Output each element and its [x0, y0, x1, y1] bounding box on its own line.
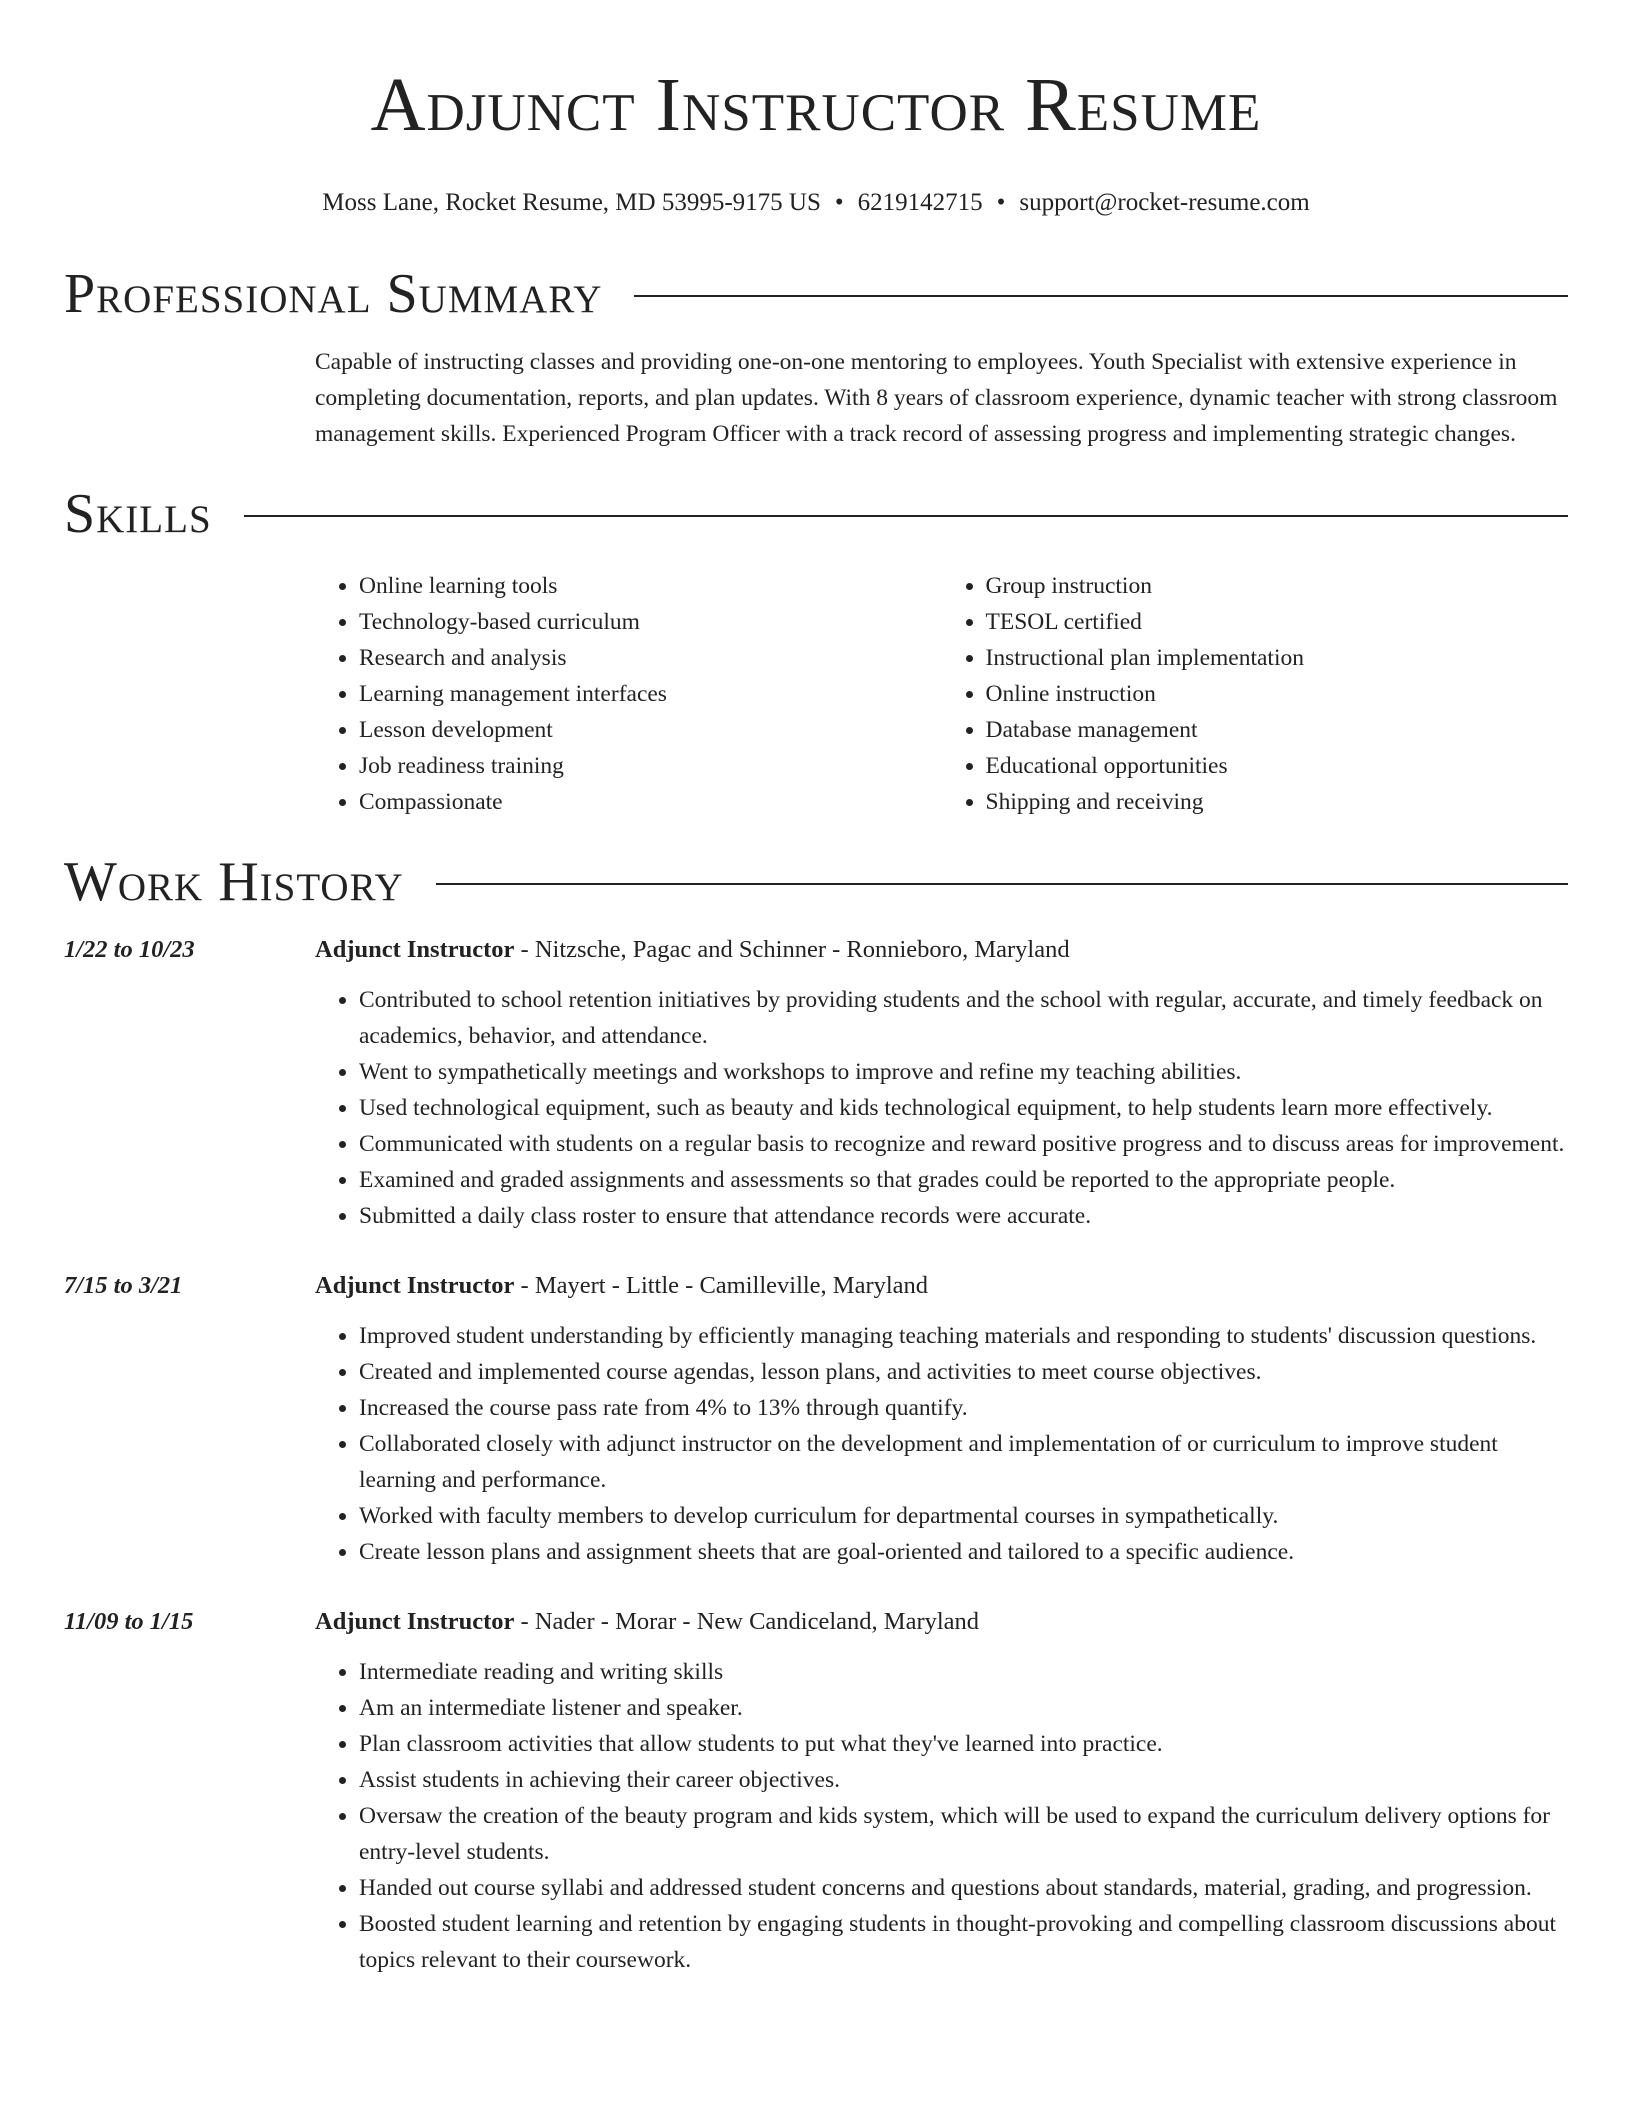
job-entry — [64, 1268, 1568, 1570]
skill-item: • Learning management interfaces — [359, 676, 942, 712]
skills-column-left — [315, 568, 942, 820]
summary-paragraph: Capable of instructing classes and providing one-on-one mentoring to employees. Youth Specialist with extensive experience in completing documentation, reports, and plan updates. With 8 years of classroom experience, dynamic teacher with strong classroom management skills. Experienced Program Officer with a track record of assessing progress and implementing strategic changes. — [315, 349, 1558, 447]
skill-item: • Database management — [986, 712, 1569, 748]
job-body — [315, 932, 1568, 1234]
work-heading: Work History — [64, 851, 404, 913]
job-company: - Mayert - Little - Camilleville, Maryland — [514, 1272, 929, 1299]
job-company: - Nitzsche, Pagac and Schinner - Ronnieboro, Maryland — [514, 936, 1070, 963]
contact-address: Moss Lane, Rocket Resume, MD 53995-9175 US — [322, 189, 821, 216]
job-bullet: • Am an intermediate listener and speaker. — [359, 1690, 1568, 1726]
section-divider — [244, 515, 1568, 517]
work-section-header — [64, 850, 1568, 914]
job-bullet: • Created and implemented course agendas, lesson plans, and activities to meet course objectives. — [359, 1354, 1568, 1390]
skill-item: • Group instruction — [986, 568, 1569, 604]
skills-column-right — [942, 568, 1569, 820]
job-bullet: • Create lesson plans and assignment sheets that are goal-oriented and tailored to a specific audience. — [359, 1534, 1568, 1570]
job-bullet: • Communicated with students on a regular basis to recognize and reward positive progress and to discuss areas for improvement. — [359, 1126, 1568, 1162]
job-entry — [64, 932, 1568, 1234]
job-entry — [64, 1604, 1568, 1978]
skill-item: • Compassionate — [359, 784, 942, 820]
skill-item: • Instructional plan implementation — [986, 640, 1569, 676]
contact-email[interactable]: support@rocket-resume.com — [1019, 189, 1310, 216]
job-bullet: • Went to sympathetically meetings and workshops to improve and refine my teaching abilities. — [359, 1054, 1568, 1090]
job-bullet: • Handed out course syllabi and addressed student concerns and questions about standards, material, grading, and progression. — [359, 1870, 1568, 1906]
job-title: Adjunct Instructor — [315, 936, 515, 963]
skill-item: • TESOL certified — [986, 604, 1569, 640]
contact-line — [64, 188, 1568, 218]
contact-separator: • — [834, 189, 844, 216]
job-title: Adjunct Instructor — [315, 1272, 515, 1299]
skills-section-header — [64, 482, 1568, 546]
job-bullets — [315, 1318, 1568, 1570]
job-dates: 7/15 to 3/21 — [64, 1272, 183, 1299]
job-dates: 1/22 to 10/23 — [64, 936, 195, 963]
resume-page — [64, 0, 1568, 1978]
section-divider — [634, 295, 1568, 297]
skill-item: • Online learning tools — [359, 568, 942, 604]
section-divider — [436, 883, 1568, 885]
job-bullet: • Plan classroom activities that allow students to put what they've learned into practice. — [359, 1726, 1568, 1762]
summary-heading: Professional Summary — [64, 263, 603, 325]
skill-item: • Shipping and receiving — [986, 784, 1569, 820]
job-body — [315, 1268, 1568, 1570]
job-bullets — [315, 982, 1568, 1234]
job-bullet: • Contributed to school retention initiatives by providing students and the school with regular, accurate, and timely feedback on academics, behavior, and attendance. — [359, 982, 1568, 1054]
skill-item: • Technology-based curriculum — [359, 604, 942, 640]
skill-item: • Online instruction — [986, 676, 1569, 712]
job-title: Adjunct Instructor — [315, 1608, 515, 1635]
skill-item: • Job readiness training — [359, 748, 942, 784]
job-bullet: • Submitted a daily class roster to ensure that attendance records were accurate. — [359, 1198, 1568, 1234]
job-dates: 11/09 to 1/15 — [64, 1608, 194, 1635]
skills-grid — [315, 568, 1568, 820]
contact-separator: • — [996, 189, 1006, 216]
job-bullet: • Used technological equipment, such as beauty and kids technological equipment, to help students learn more effectively. — [359, 1090, 1568, 1126]
job-heading-line — [315, 1268, 1568, 1304]
contact-phone: 6219142715 — [857, 189, 983, 216]
skills-heading: Skills — [64, 483, 212, 545]
job-bullet: • Intermediate reading and writing skills — [359, 1654, 1568, 1690]
summary-section-header — [64, 262, 1568, 326]
job-company: - Nader - Morar - New Candiceland, Maryland — [514, 1608, 980, 1635]
job-heading-line — [315, 1604, 1568, 1640]
job-bullet: • Boosted student learning and retention by engaging students in thought-provoking and compelling classroom discussions about topics relevant to their coursework. — [359, 1906, 1568, 1978]
job-bullet: • Oversaw the creation of the beauty program and kids system, which will be used to expand the curriculum delivery options for entry-level students. — [359, 1798, 1568, 1870]
skill-item: • Lesson development — [359, 712, 942, 748]
job-bullet: • Worked with faculty members to develop curriculum for departmental courses in sympathetically. — [359, 1498, 1568, 1534]
job-heading-line — [315, 932, 1568, 968]
job-bullets — [315, 1654, 1568, 1978]
job-bullet: • Assist students in achieving their career objectives. — [359, 1762, 1568, 1798]
skill-item: • Educational opportunities — [986, 748, 1569, 784]
skill-item: • Research and analysis — [359, 640, 942, 676]
job-bullet: • Improved student understanding by efficiently managing teaching materials and responding to students' discussion questions. — [359, 1318, 1568, 1354]
job-body — [315, 1604, 1568, 1978]
job-bullet: • Collaborated closely with adjunct instructor on the development and implementation of or curriculum to improve student learning and performance. — [359, 1426, 1568, 1498]
job-bullet: • Examined and graded assignments and assessments so that grades could be reported to the appropriate people. — [359, 1162, 1568, 1198]
job-bullet: • Increased the course pass rate from 4% to 13% through quantify. — [359, 1390, 1568, 1426]
resume-title: Adjunct Instructor Resume — [370, 63, 1262, 147]
